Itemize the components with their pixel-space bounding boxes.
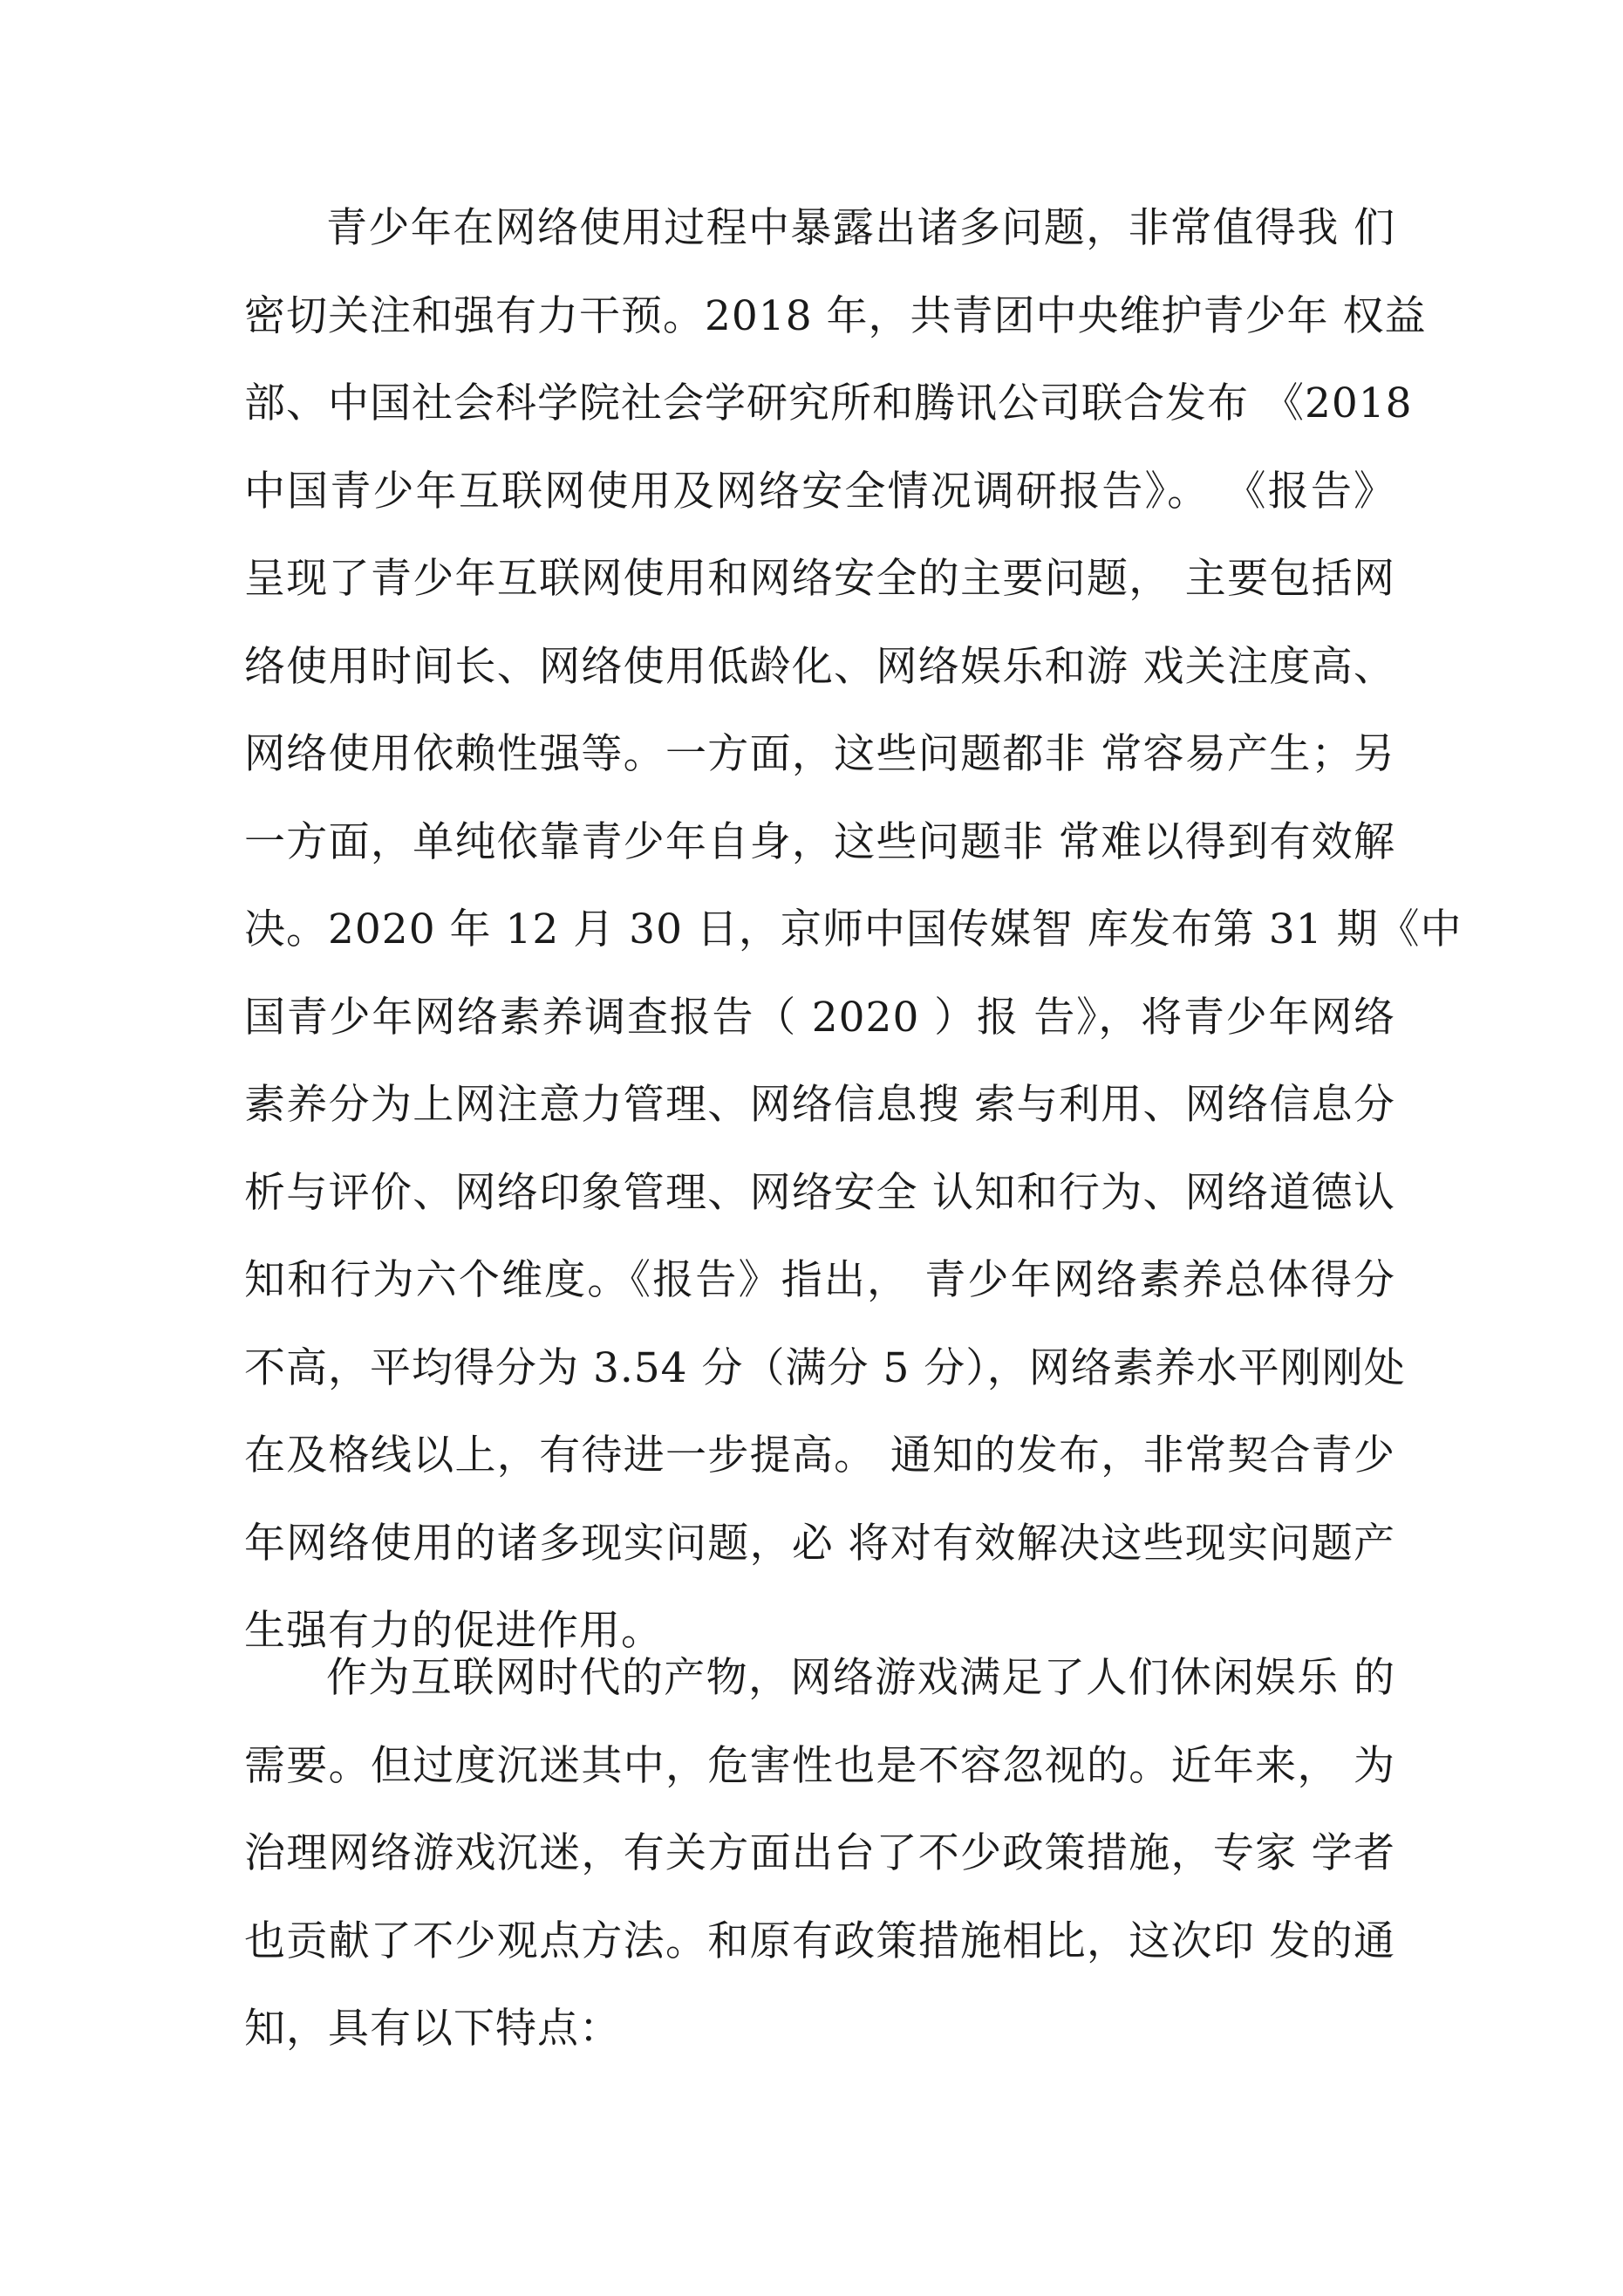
text-line: 呈现了青少年互联网使用和网络安全的主要问题， 主要包括网 bbox=[244, 555, 1395, 603]
text-line: 青少年在网络使用过程中暴露出诸多问题，非常值得我 们 bbox=[326, 204, 1395, 252]
text-line: 不高，平均得分为 3.54 分（满分 5 分），网络素养水平刚刚处 bbox=[244, 1343, 1406, 1392]
text-line: 析与评价、网络印象管理、网络安全 认知和行为、网络道德认 bbox=[244, 1168, 1395, 1217]
text-line: 年网络使用的诸多现实问题，必 将对有效解决这些现实问题产 bbox=[244, 1519, 1395, 1568]
paragraph-1 bbox=[244, 185, 1463, 1676]
text-line: 络使用时间长、网络使用低龄化、网络娱乐和游 戏关注度高、 bbox=[244, 642, 1395, 691]
text-line: 在及格线以上，有待进一步提高。 通知的发布，非常契合青少 bbox=[244, 1432, 1395, 1479]
text-line: 国青少年网络素养调查报告（ 2020 ）报 告》，将青少年网络 bbox=[244, 993, 1395, 1042]
text-line: 一方面，单纯依靠青少年自身，这些问题非 常难以得到有效解 bbox=[244, 817, 1395, 866]
text-line: 治理网络游戏沉迷，有关方面出台了不少政策措施，专家 学者 bbox=[244, 1829, 1395, 1877]
text-line: 作为互联网时代的产物，网络游戏满足了人们休闲娱乐 的 bbox=[326, 1654, 1395, 1702]
text-line: 生强有力的促进作用。 bbox=[244, 1607, 663, 1655]
text-line: 素养分为上网注意力管理、网络信息搜 索与利用、网络信息分 bbox=[244, 1081, 1395, 1129]
text-line: 部、中国社会科学院社会学研究所和腾讯公司联合发布 《2018 bbox=[244, 379, 1413, 427]
text-line: 需要。但过度沉迷其中，危害性也是不容忽视的。近年来， 为 bbox=[244, 1741, 1395, 1790]
text-line: 知，具有以下特点： bbox=[244, 2005, 621, 2053]
paragraph-2 bbox=[244, 1635, 1395, 2074]
text-line: 网络使用依赖性强等。一方面，这些问题都非 常容易产生；另 bbox=[244, 730, 1395, 778]
text-line: 密切关注和强有力干预。2018 年，共青团中央维护青少年 权益 bbox=[244, 291, 1427, 340]
text-line: 决。2020 年 12 月 30 日，京师中国传媒智 库发布第 31 期《中 bbox=[244, 905, 1463, 953]
text-line: 中国青少年互联网使用及网络安全情况调研报告》。 《报告》 bbox=[244, 467, 1395, 516]
text-line: 也贡献了不少观点方法。和原有政策措施相比，这次印 发的通 bbox=[244, 1917, 1395, 1965]
text-line: 知和行为六个维度。《报告》指出， 青少年网络素养总体得分 bbox=[244, 1256, 1395, 1304]
